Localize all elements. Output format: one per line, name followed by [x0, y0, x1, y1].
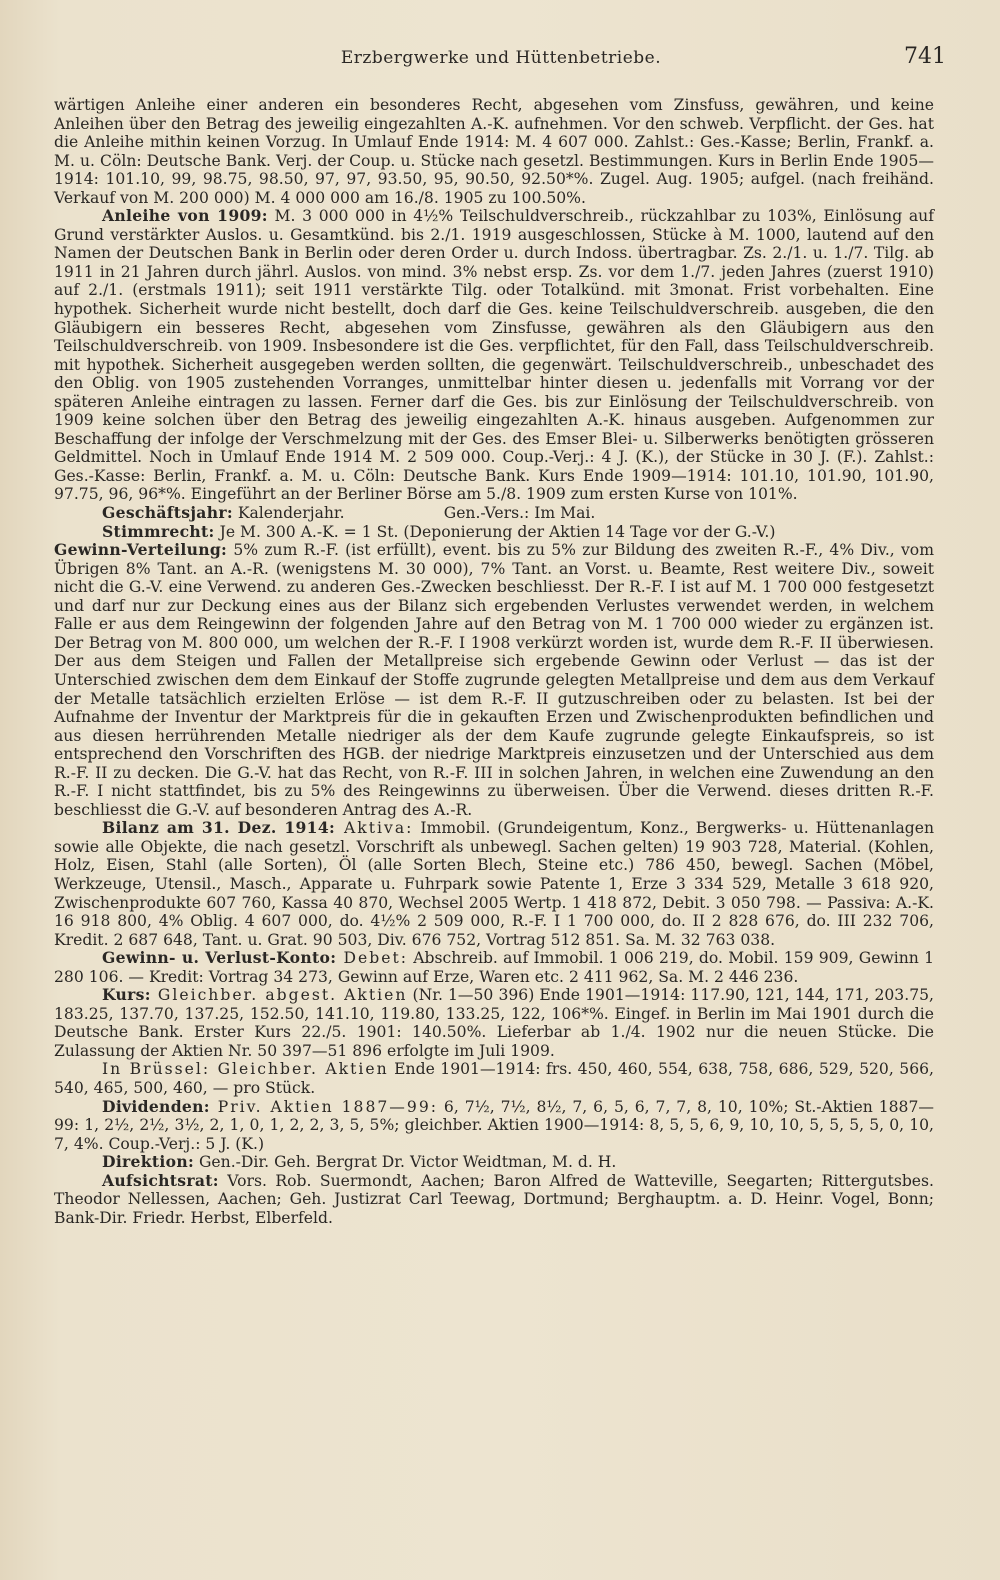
- paragraph-lead: Gewinn-Verteilung:: [54, 540, 228, 560]
- paragraph-text: Je M. 300 A.-K. = 1 St. (Deponierung der Aktien 14 Tage vor der G.-V.): [214, 522, 776, 541]
- paragraph-gewinn-verteilung: [54, 541, 934, 819]
- paragraph-sublead: Aktiva:: [335, 819, 414, 838]
- paragraph-text: 6, 7½, 7½, 8½, 7, 6, 5, 6, 7, 7, 8, 10, 10%; St.-Aktien 1887—99: 1, 2½, 2½, 3½, 2, 1, 0, 1, 2, 2, 3, 5, 5%; gleichber. Aktien 1900—1914: 8, 5, 5, 6, 9, 10, 10, 5, 5, 5, 5, 0, 10, 7, 4%. Coup.-Verj.: 5 J. (K.): [54, 1097, 934, 1153]
- paragraph-lead: Bilanz am 31. Dez. 1914:: [102, 818, 336, 838]
- paragraph-aufsichtsrat: [54, 1172, 934, 1228]
- paragraph-lead: Stimmrecht:: [102, 521, 215, 541]
- page-header: [56, 40, 946, 80]
- paragraph-lead: Geschäftsjahr:: [102, 503, 233, 523]
- paragraph-text: 5% zum R.-F. (ist erfüllt), event. bis zu 5% zur Bildung des zweiten R.-F., 4% Div., vom Übrigen 8% Tant. an A.-R. (wenigstens M. 30 000), 7% Tant. an Vorst. u. Beamte, Rest weitere Div., soweit nicht die G.-V. eine Verwend. zu anderen Ges.-Zwecken beschliesst. Der R.-F. I ist auf M. 1 700 000 festgesetzt und darf nur zur Deckung eines aus der Bilanz sich ergebenden Verlustes verwendet werden, in welchem Falle er aus dem Reingewinn der folgenden Jahre auf den Betrag von M. 1 700 000 wieder zu ergänzen ist. Der Betrag von M. 800 000, um welchen der R.-F. I 1908 verkürzt worden ist, wurde dem R.-F. II überwiesen. Der aus dem Steigen und Fallen der Metallpreise sich ergebende Gewinn oder Verlust — das ist der Unterschied zwischen dem dem Einkauf der Stoffe zugrunde gelegten Metallpreise und dem aus dem Verkauf der Metalle tatsächlich erzielten Erlöse — ist dem R.-F. II gutzuschreiben oder zu belasten. Ist bei der Aufnahme der Inventur der Marktpreis für die in gekauften Erzen und Zwischenprodukten befindlichen und aus diesen herrührenden Metalle niedriger als der dem Kaufe zugrunde gelegte Einkaufspreis, so ist entsprechend den Vorschriften des HGB. der niedrige Marktpreis einzusetzen und der Unterschied aus dem R.-F. II zu decken. Die G.-V. hat das Recht, von R.-F. III in solchen Jahren, in welchen eine Zuwendung an den R.-F. I nicht stattfindet, bis zu 5% des Reingewinns zu überweisen. Über die Verwend. dieses dritten R.-F. beschliesst die G.-V. auf besonderen Antrag des A.-R.: [54, 541, 934, 819]
- paragraph-lead: Direktion:: [102, 1152, 195, 1172]
- paragraph-text: Gen.-Dir. Geh. Bergrat Dr. Victor Weidtman, M. d. H.: [194, 1153, 617, 1172]
- paragraph-anleihe-1905-continued: [54, 96, 934, 207]
- paragraph-direktion: [54, 1153, 934, 1172]
- paragraph-text: Abschreib. auf Immobil. 1 006 219, do. Mobil. 159 909, Gewinn 1 280 106. — Kredit: Vortrag 34 273, Gewinn auf Erze, Waren etc. 2 411 962, Sa. M. 2 446 236.: [54, 949, 935, 986]
- paragraph-text: (Nr. 1—50 396) Ende 1901—1914: 117.90, 121, 144, 171, 203.75, 183.25, 137.70, 137.25, 152.50, 141.10, 119.80, 133.25, 122, 106*%. Eingef. in Berlin im Mai 1901 durch die Deutsche Bank. Erster Kurs 22./5. 1901: 140.50%. Lieferbar ab 1./4. 1902 nur die neuen Stücke. Die Zulassung der Aktien Nr. 50 397—51 896 erfolgte im Juli 1909.: [54, 986, 934, 1060]
- paragraph-dividenden: [54, 1098, 934, 1154]
- paragraph-bilanz: [54, 819, 934, 949]
- paragraph-text: Immobil. (Grundeigentum, Konz., Bergwerks- u. Hüttenanlagen sowie alle Objekte, die nach gesetzl. Vorschrift als unbewegl. Sachen gelten) 19 903 728, Material. (Kohlen, Holz, Eisen, Stahl (alle Sorten), Öl (alle Sorten Blech, Steine etc.) 786 450, bewegl. Sachen (Möbel, Werkzeuge, Utensil., Masch., Apparate u. Fuhrpark sowie Patente 1, Erze 3 334 529, Metalle 3 618 920, Zwischenprodukte 607 760, Kassa 40 870, Wechsel 2005 Wertp. 1 418 872, Debit. 3 050 798. — Passiva: A.-K. 16 918 800, 4% Oblig. 4 607 000, do. 4½% 2 509 000, R.-F. I 1 700 000, do. II 2 828 676, do. III 232 706, Kredit. 2 687 648, Tant. u. Grat. 90 503, Div. 676 752, Vortrag 512 851. Sa. M. 32 763 038.: [54, 819, 934, 949]
- paragraph-text: Ende 1901—1914: frs. 450, 460, 554, 638, 758, 686, 529, 520, 566, 540, 465, 500, 460, — pro Stück.: [54, 1060, 934, 1097]
- page-number: 741: [904, 44, 946, 69]
- paragraph-text: Kalenderjahr. Gen.-Vers.: Im Mai.: [232, 504, 596, 523]
- paragraph-geschaeftsjahr: [54, 504, 934, 523]
- paragraph-text: M. 3 000 000 in 4½% Teilschuldverschreib., rückzahlbar zu 103%, Einlösung auf Grund verstärkter Auslos. u. Gesamtkünd. bis 2./1. 1919 ausgeschlossen, Stücke à M. 1000, lautend auf den Namen der Deutschen Bank in Berlin oder deren Order u. durch Indoss. übertragbar. Zs. 2./1. u. 1./7. Tilg. ab 1911 in 21 Jahren durch jährl. Auslos. von mind. 3% nebst ersp. Zs. vor dem 1./7. jeden Jahres (zuerst 1910) auf 2./1. (erstmals 1911); seit 1911 verstärkte Tilg. oder Totalkünd. mit 3monat. Frist vorbehalten. Eine hypothek. Sicherheit wurde nicht bestellt, doch darf die Ges. keine Teilschuldverschreib. ausgeben, die den Gläubigern ein besseres Recht, abgesehen vom Zinsfusse, gewähren als den Gläubigern aus den Teilschuldverschreib. von 1909. Insbesondere ist die Ges. verpflichtet, für den Fall, dass Teilschuldverschreib. mit hypothek. Sicherheit ausgegeben werden sollten, die gegenwärt. Teilschuldverschreib., unbeschadet des den Oblig. von 1905 zustehenden Vorranges, unmittelbar hinter diesen u. jedenfalls mit Vorrang vor der späteren Anleihe eintragen zu lassen. Ferner darf die Ges. bis zur Einlösung der Teilschuldverschreib. von 1909 keine solchen über den Betrag des jeweilig eingezahlten A.-K. hinaus ausgeben. Aufgenommen zur Beschaffung der infolge der Verschmelzung mit der Ges. des Emser Blei- u. Silberwerks benötigten grösseren Geldmittel. Noch in Umlauf Ende 1914 M. 2 509 000. Coup.-Verj.: 4 J. (K.), der Stücke in 30 J. (F.). Zahlst.: Ges.-Kasse: Berlin, Frankf. a. M. u. Cöln: Deutsche Bank. Kurs Ende 1909—1914: 101.10, 101.90, 101.90, 97.75, 96, 96*%. Eingeführt an der Berliner Börse am 5./8. 1909 zum ersten Kurse von 101%.: [54, 207, 934, 504]
- paragraph-text: Vors. Rob. Suermondt, Aachen; Baron Alfred de Watteville, Seegarten; Rittergutsbes. Theodor Nellessen, Aachen; Geh. Justizrat Carl Teewag, Dortmund; Berghauptm. a. D. Heinr. Vogel, Bonn; Bank-Dir. Friedr. Herbst, Elberfeld.: [54, 1171, 934, 1227]
- paragraph-lead: Aufsichtsrat:: [102, 1170, 219, 1190]
- paragraph-lead: Dividenden:: [102, 1096, 210, 1116]
- paragraph-kurs: [54, 986, 934, 1060]
- paragraph-lead: Gewinn- u. Verlust-Konto:: [102, 948, 337, 968]
- paragraph-lead: Anleihe von 1909:: [102, 206, 268, 226]
- paragraph-lead: Kurs:: [102, 985, 151, 1005]
- paragraph-anleihe-1909: [54, 207, 934, 504]
- paragraph-sublead: Gleichber. abgest. Aktien: [150, 986, 408, 1005]
- paragraph-sublead: In Brüssel: Gleichber. Aktien: [102, 1060, 389, 1079]
- paragraph-stimmrecht: [54, 523, 934, 542]
- paragraph-gewinn-verlust-konto: [54, 949, 934, 986]
- paragraph-kurs-bruessel: [54, 1060, 934, 1097]
- running-title: Erzbergwerke und Hüttenbetriebe.: [340, 48, 662, 68]
- paragraph-text: wärtigen Anleihe einer anderen ein besonderes Recht, abgesehen vom Zinsfuss, gewähren, und keine Anleihen über den Betrag des jeweilig eingezahlten A.-K. aufnehmen. Vor den schweb. Verpflicht. der Ges. hat die Anleihe mithin keinen Vorzug. In Umlauf Ende 1914: M. 4 607 000. Zahlst.: Ges.-Kasse; Berlin, Frankf. a. M. u. Cöln: Deutsche Bank. Verj. der Coup. u. Stücke nach gesetzl. Bestimmungen. Kurs in Berlin Ende 1905—1914: 101.10, 99, 98.75, 98.50, 97, 97, 93.50, 95, 90.50, 92.50*%. Zugel. Aug. 1905; aufgel. (nach freihänd. Verkauf von M. 200 000) M. 4 000 000 am 16./8. 1905 zu 100.50%.: [54, 96, 934, 207]
- page-body: [54, 96, 934, 1227]
- paragraph-sublead: Priv. Aktien 1887—99:: [209, 1097, 438, 1116]
- paragraph-sublead: Debet:: [336, 949, 408, 968]
